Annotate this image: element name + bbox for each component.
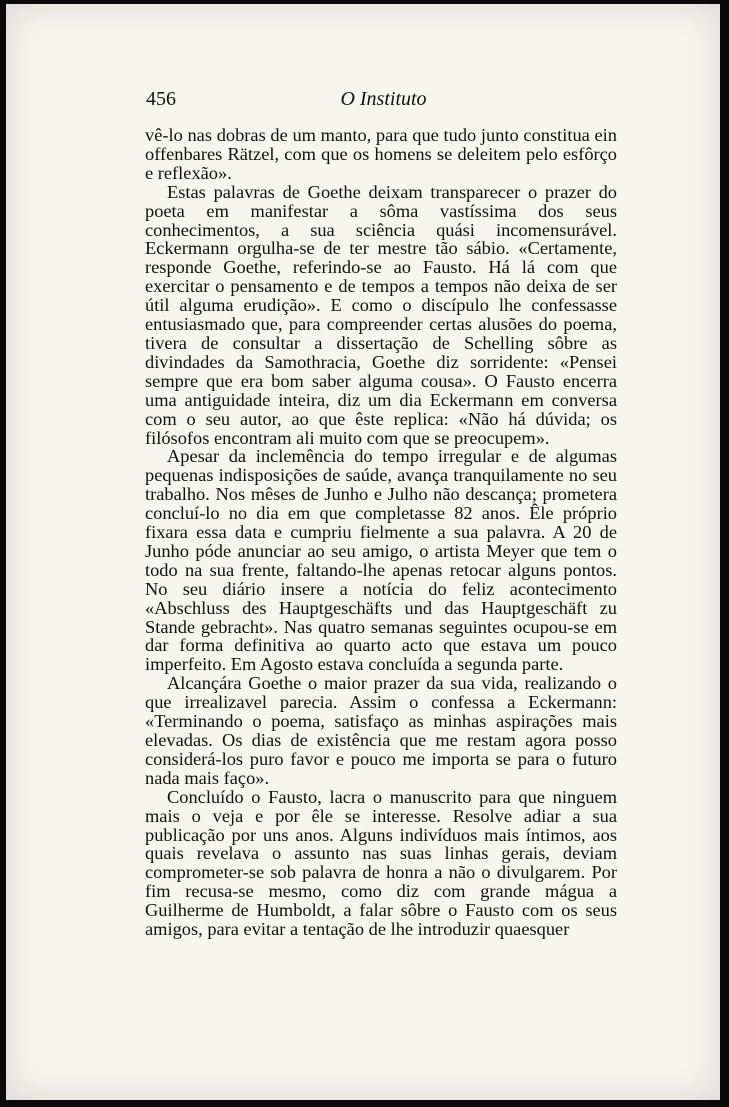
running-title: O Instituto (340, 88, 427, 110)
paragraph-2: Estas palavras de Goethe deixam transparecer o prazer do poeta em manifestar a sôma vastíssima dos seus conhecimentos, a sua sciência quási incomensurável. Eckermann orgulha-se de ter mestre tão sábio. «Certamente, responde Goethe, referindo-se ao Fausto. Há lá com que exercitar o pensamento e de tempos a tempos não deixa de ser útil alguma erudição». E como o discípulo lhe confessasse entusiasmado que, para compreender certas alusões do poema, tivera de consultar a dissertação de Schelling sôbre as divindades da Samothracia, Goethe diz sorridente: «Pensei sempre que era bom saber alguma cousa». O Fausto encerra uma antiguidade inteira, diz um dia Eckermann em conversa com o seu autor, ao que êste replica: «Não há dúvida; os filósofos encontram ali muito com que se preocupem». (145, 181, 617, 448)
paragraph-4: Alcançára Goethe o maior prazer da sua vida, realizando o que irrealizavel parecia. Assim o confessa a Eckermann: «Terminando o poema, satisfaço as minhas aspirações mais elevadas. Os dias de existência que me restam agora posso considerá-los puro favor e pouco me importa se para o futuro nada mais faço». (145, 673, 617, 788)
paragraph-5: Concluído o Fausto, lacra o manuscrito para que ninguem mais o veja e por êle se interesse. Resolve adiar a sua publicação por uns anos. Alguns indivíduos mais íntimos, aos quais revelava o assunto nas suas linhas gerais, deviam comprometer-se sob palavra de honra a não o divulgarem. Por fim recusa-se mesmo, como diz com grande mágua a Guilherme de Humboldt, a falar sôbre o Fausto com os seus amigos, para evitar a tentação de lhe introduzir quaesquer (145, 786, 617, 940)
page-number: 456 (146, 88, 176, 110)
paragraph-1: vê-lo nas dobras de um manto, para que tudo junto constitua ein offenbares Rätzel, com que os homens se deleitem pelo esfôrço e reflexão». (145, 125, 617, 183)
paragraph-3: Apesar da inclemência do tempo irregular e de algumas pequenas indisposições de saúde, avança tranquilamente no seu trabalho. Nos mêses de Junho e Julho não descança; prometera concluí-lo no dia em que completasse 82 anos. Êle próprio fixara essa data e cumpriu fielmente a sua palavra. A 20 de Junho póde anunciar ao seu amigo, o artista Meyer que tem o todo na sua frente, faltando-lhe apenas retocar alguns pontos. No seu diário insere a notícia do feliz acontecimento «Abschluss des Hauptgeschäfts und das Hauptgeschäft zu Stande gebracht». Nas quatro semanas seguintes ocupou-se em dar forma definitiva ao quarto acto que estava um pouco imperfeito. Em Agosto estava concluída a segunda parte. (145, 446, 617, 675)
body-text (145, 126, 617, 939)
page-header (146, 88, 621, 118)
